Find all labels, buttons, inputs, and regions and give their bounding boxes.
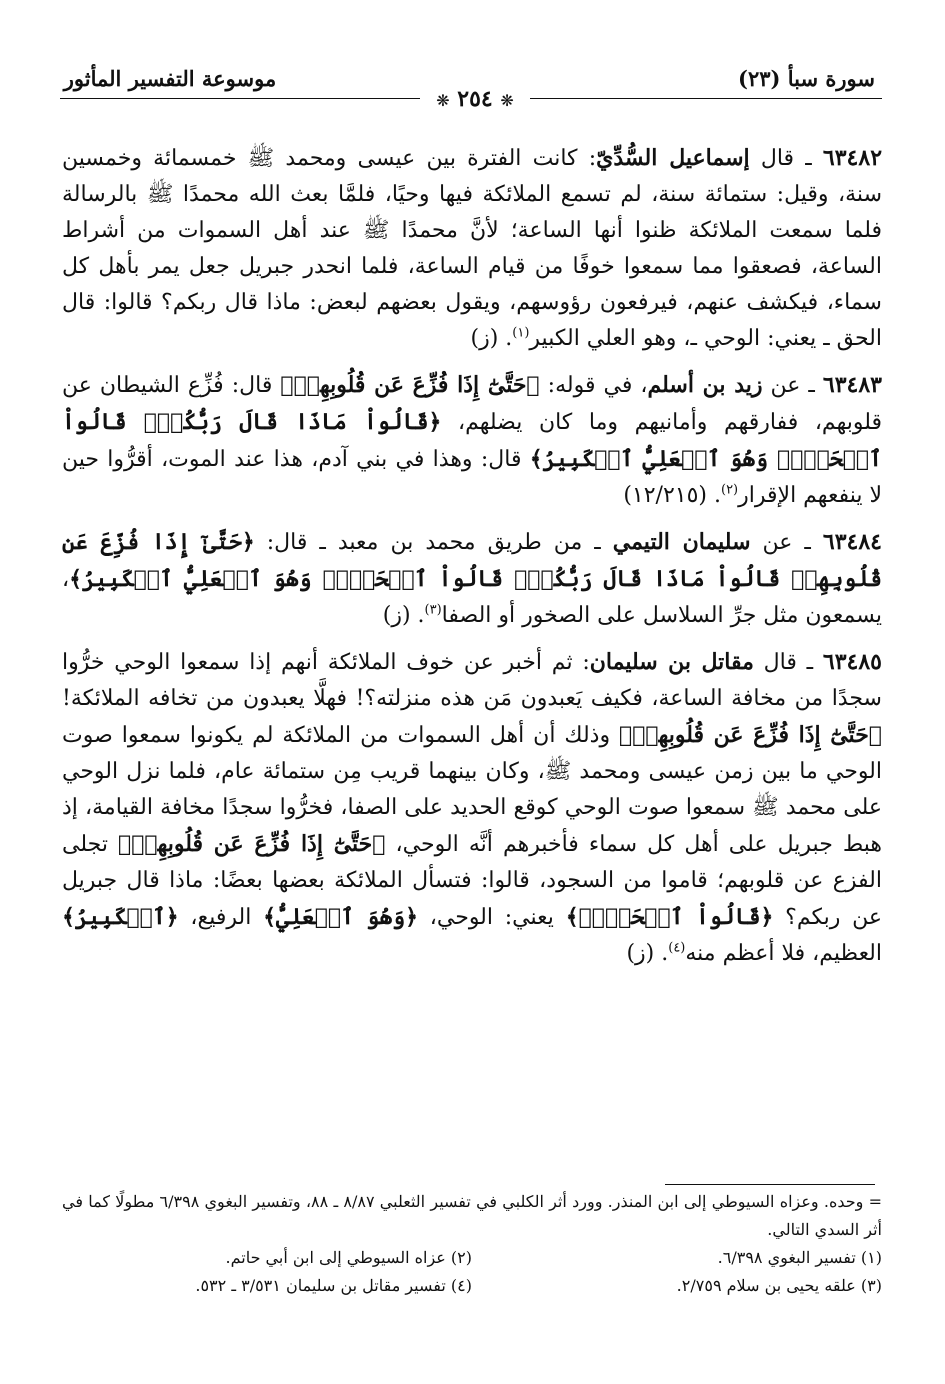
narration-63482 — [62, 140, 882, 357]
narration-lead: ـ قال — [749, 146, 823, 171]
source-ref: . (ز) — [382, 603, 425, 628]
footnote-row — [62, 1244, 882, 1272]
footnote-2: (٢) عزاه السيوطي إلى ابن أبي حاتم. — [225, 1248, 472, 1267]
footnote-marker[interactable]: (٣) — [424, 602, 442, 618]
quran-quote: ﴿قَالُواْ ٱلۡحَقَّۖ﴾ — [565, 904, 774, 930]
footnote-3: (٣) علقه يحيى بن سلام ٢/٧٥٩. — [676, 1276, 882, 1295]
narration-text: وذلك أن أهل السموات من الملائكة لم يكونوا سمعوا صوت الوحي ما بين زمن عيسى ومحمد ﷺ، وكان بينهما قريب مِن ستمائة عام، فلما نزل الوحي على محمد ﷺ سمعوا صوت الوحي كوقع الحديد على الصفا، فخرُّوا سجدًا مخافة القيامة، إذ هبط جبريل على أهل كل سماء فأخبرهم أنَّه الوحي، — [62, 723, 882, 857]
quran-quote: ﴿حَتَّىٰٓ إِذَا فُزِّعَ عَن قُلُوبِهِمۡ﴾ — [619, 722, 882, 748]
quran-quote: ﴿ٱلۡكَبِيرُ﴾ — [62, 904, 179, 930]
narration-text: قال: فُزِّع الشيطان عن قلوبهم، ففارقهم وأمانيهم وما كان يضلهم، — [62, 373, 882, 435]
narration-63483 — [62, 367, 882, 514]
narration-63485 — [62, 644, 882, 972]
narration-lead: ـ عن — [750, 530, 823, 555]
footnote-rule — [665, 1184, 875, 1185]
source-ref: . (ز) — [470, 326, 513, 351]
narration-text: تجلى الفزع عن قلوبهم؛ قاموا من السجود، قالوا: فتسأل الملائكة بعضها بعضًا: ماذا قال جبريل عن ربكم؟ — [62, 832, 883, 930]
narration-text: قال: وهذا في بني آدم، هذا عند الموت، أقرُّوا حين لا ينفعهم الإقرار — [62, 447, 882, 508]
footnotes-section — [62, 1188, 882, 1300]
quran-quote: ﴿حَتَّىٰٓ إِذَا فُزِّعَ عَن قُلُوبِهِمۡ﴾ — [118, 831, 386, 857]
footnote-row — [62, 1272, 882, 1300]
narration-lead: ـ قال — [753, 650, 823, 675]
narration-lead: ـ عن — [762, 373, 823, 398]
footnote-1: (١) تفسير البغوي ٦/٣٩٨. — [717, 1248, 882, 1267]
page-number-box — [420, 86, 530, 112]
ornament-icon: ❋ — [500, 91, 514, 110]
narration-text: : كانت الفترة بين عيسى ومحمد ﷺ خمسمائة وخمسين سنة، وقيل: ستمائة سنة، لم تسمع الملائكة فيها وحيًا، فلمَّا بعث الله محمدًا ﷺ بالرسالة فلما سمعت الملائكة ظنوا أنها الساعة؛ لأنَّ محمدًا ﷺ عند أهل السموات من أشراط الساعة، فصعقوا مما سمعوا خوفًا من قيام الساعة، فلما انحدر جبريل جعل يمر بأهل كل سماء، فيكشف عنهم، فيرفعون رؤوسهم، ويقول بعضهم لبعض: ماذا قال ربكم؟ قالوا: قال الحق ـ يعني: الوحي ـ، وهو العلي الكبير — [62, 146, 882, 351]
narration-63484 — [62, 524, 882, 634]
narration-text: العظيم، فلا أعظم منه — [685, 941, 882, 966]
main-text — [62, 140, 882, 982]
narration-number: ٦٣٤٨٥ — [822, 649, 882, 675]
narration-text: ـ من طريق محمد بن معبد ـ قال: — [254, 530, 613, 555]
surah-heading — [655, 66, 875, 91]
footnote-marker[interactable]: (١) — [512, 325, 530, 341]
book-title: موسوعة التفسير المأثور — [63, 66, 277, 91]
quran-quote: ﴿حَتَّىٰٓ إِذَا فُزِّعَ عَن قُلُوبِهِمۡ قَالُواْ مَاذَا قَالَ رَبُّكُمۡۖ قَالُواْ ٱلۡحَقَّۖ وَهُوَ ٱلۡعَلِيُّ ٱلۡكَبِيرُ﴾ — [62, 529, 882, 592]
narration-text: : ثم أخبر عن خوف الملائكة أنهم إذا سمعوا الوحي خرُّوا سجدًا من مخافة الساعة، فكيف يَعبدون مَن هذه منزلته؟! فهلَّا يعبدون من تخافه الملائكة! — [62, 650, 882, 711]
quran-quote: ﴿قَالُواْ مَاذَا قَالَ رَبُّكُمۡۖ قَالُواْ ٱلۡحَقَّۖ وَهُوَ ٱلۡعَلِيُّ ٱلۡكَبِيرُ﴾ — [62, 409, 882, 472]
narrator-name: إسماعيل السُّدِّيّ — [596, 145, 750, 171]
surah-name: سورة سبأ (٢٣) — [738, 66, 875, 91]
narration-text: الرفيع، — [178, 905, 264, 930]
narrator-name: زيد بن أسلم — [647, 372, 763, 398]
narration-number: ٦٣٤٨٣ — [822, 372, 882, 398]
narration-text: ، يسمعون مثل جرِّ السلاسل على الصخور أو الصفا — [62, 567, 882, 628]
source-ref: . (ز) — [626, 941, 669, 966]
narrator-name: مقاتل بن سليمان — [589, 649, 754, 675]
quran-quote: ﴿حَتَّىٰٓ إِذَا فُزِّعَ عَن قُلُوبِهِمۡ﴾ — [280, 372, 540, 398]
footnote-marker[interactable]: (٤) — [668, 940, 686, 956]
quran-quote: ﴿وَهُوَ ٱلۡعَلِيُّ﴾ — [263, 904, 418, 930]
narration-number: ٦٣٤٨٢ — [822, 145, 883, 171]
narration-text: يعني: الوحي، — [418, 905, 566, 930]
footnote-marker[interactable]: (٢) — [720, 482, 739, 498]
ornament-icon: ❋ — [436, 91, 450, 110]
running-title — [60, 66, 280, 91]
narrator-name: سليمان التيمي — [612, 529, 751, 555]
narration-text: ، في قوله: — [539, 373, 648, 398]
source-ref: . (١٢/٢١٥) — [623, 483, 721, 508]
footnote-4: (٤) تفسير مقاتل بن سليمان ٣/٥٣١ ـ ٥٣٢. — [195, 1276, 472, 1295]
footnote-continuation: = وحده. وعزاه السيوطي إلى ابن المنذر. وورد أثر الكلبي في تفسير الثعلبي ٨/٨٧ ـ ٨٨، وتفسير البغوي ٦/٣٩٨ مطولًا كما في أثر السدي التالي. — [62, 1192, 883, 1239]
narration-number: ٦٣٤٨٤ — [822, 529, 882, 555]
page-number: ٢٥٤ — [457, 86, 493, 112]
